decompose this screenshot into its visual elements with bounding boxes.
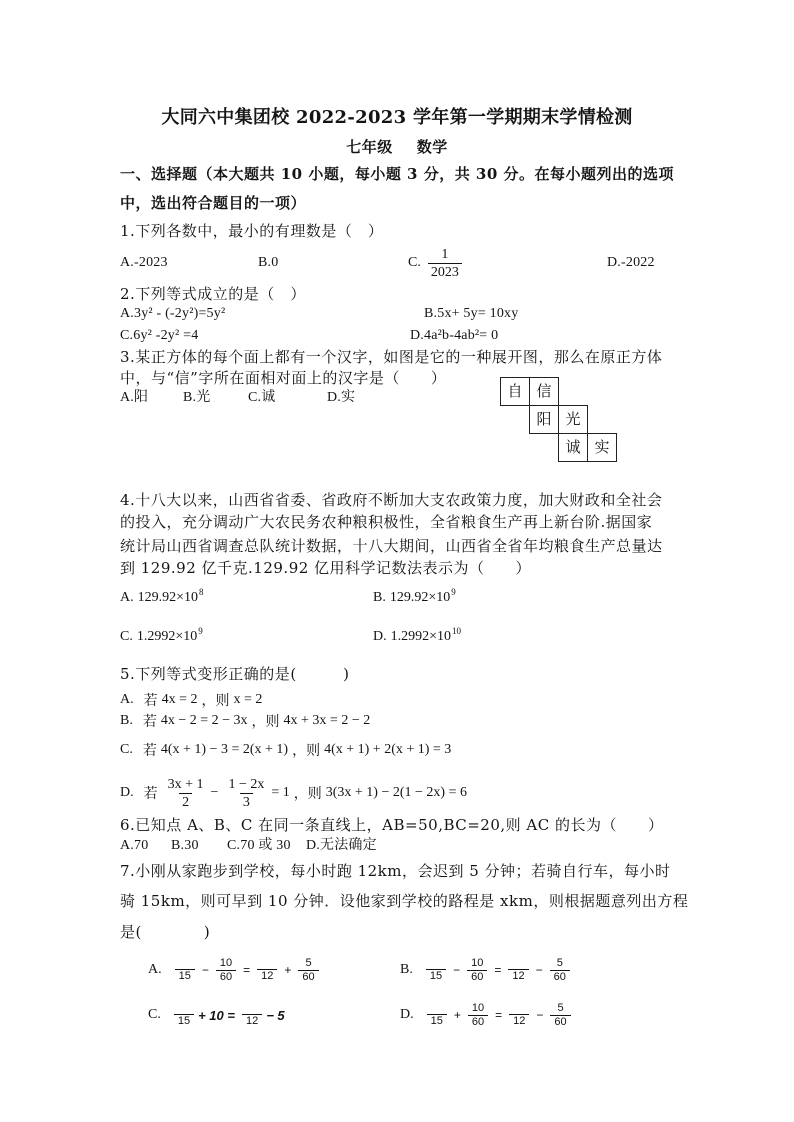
q7-option-a [148,952,323,988]
fraction [427,1002,447,1028]
cube-net-diagram [500,377,620,463]
operator: − [536,1008,544,1022]
fraction [174,1002,194,1028]
q2-option-b: B.5x+ 5y= 10xy [424,306,519,321]
if-word: 若 [142,744,157,759]
fraction [426,957,446,983]
power-exponent: 9 [198,626,203,636]
premise-equation: 4x − 2 = 2 − 3x [160,713,248,728]
premise-equation: 4x = 2 [161,692,198,707]
q4-stem-line4: 到 129.92 亿千克.129.92 亿用科学记数法表示为（ ） [120,559,532,577]
power-base: 1.2992×10 [136,629,198,644]
q7-stem-line1: 7.小刚从家跑步到学校，每小时跑 12km，会迟到 5 分钟；若骑自行车，每小时 [120,862,671,880]
q7-option-d [400,997,575,1033]
fraction-denominator: 12 [242,1014,262,1028]
exam-title: 大同六中集团校 2022-2023 学年第一学期期末学情检测 [161,107,633,128]
q1-option-a: A.-2023 [120,255,168,270]
fraction-denominator: 15 [426,969,446,983]
option-value [137,587,204,606]
option-value [389,587,456,606]
section-heading-line1: 一、选择题（本大题共 10 小题，每小题 3 分，共 30 分。在每小题列出的选项 [120,165,675,183]
option-label: D. [400,1007,414,1022]
power-base: 129.92×10 [389,590,451,605]
operator: − [453,963,461,977]
q7-option-c [148,997,289,1033]
option-value [390,626,462,645]
fraction [508,957,528,983]
fraction-numerator [181,957,189,969]
net-face-shi: 实 [587,433,617,462]
operator: − [201,963,209,977]
if-word: 若 [143,694,158,709]
then-word: ，则 [251,715,280,730]
fraction-numerator [433,1002,441,1014]
option-label: B. [373,590,386,605]
fraction-numerator: 5 [305,956,312,969]
result-equation: 3(3x + 1) − 2(1 − 2x) = 6 [325,785,467,800]
subject-label: 数学 [416,138,448,156]
option-label: C. [120,742,133,757]
option-label: C. [120,629,133,644]
middle-expression: + 10 = [198,1007,235,1023]
fraction [428,246,462,281]
fraction [225,776,267,811]
power-base: 1.2992×10 [390,629,452,644]
fraction-denominator: 60 [550,1015,570,1029]
minus-operator: − [210,785,219,800]
then-word: ，则 [293,787,322,802]
q4-option-d [373,627,465,647]
section-heading-line2: 中，选出符合题目的一项） [120,194,307,212]
equals-sign: = [494,963,502,977]
then-word: ，则 [292,744,321,759]
q3-option-a: A.阳 [120,390,149,405]
fraction-numerator [248,1002,256,1014]
fraction-numerator [432,957,440,969]
q6-option-d: D.无法确定 [306,838,377,853]
fraction-denominator: 12 [257,969,277,983]
exam-subtitle [0,137,794,157]
fraction-denominator: 60 [468,1015,488,1029]
fraction-numerator: 1 [441,246,449,262]
fraction [257,957,277,983]
fraction-denominator: 60 [550,970,570,984]
fraction-denominator: 12 [509,1014,529,1028]
q2-stem: 2.下列等式成立的是（ ） [120,285,306,303]
q4-stem-line3: 统计局山西省调查总队统计数据，十八大期间，山西省全省年均粮食生产总量达 [120,537,663,555]
fraction [468,1002,488,1029]
fraction-denominator: 60 [298,970,318,984]
q4-option-a [120,588,208,608]
q3-option-c: C.诚 [248,390,276,405]
if-word: 若 [143,787,158,802]
fraction [298,957,318,984]
q4-stem-line2: 的投入，充分调动广大农民务农种粮积极性，全省粮食生产再上新台阶.据国家 [120,513,653,531]
fraction [216,957,236,984]
equation-rhs: = 1 [271,785,290,800]
q5-option-c [120,740,455,760]
q2-option-c: C.6y² -2y² =4 [120,328,199,343]
result-equation: 4(x + 1) + 2(x + 1) = 3 [324,742,452,757]
power-exponent: 9 [451,587,456,597]
fraction-numerator [263,957,271,969]
fraction-denominator: 60 [467,970,487,984]
operator: + [453,1008,461,1022]
net-face-zi: 自 [500,377,530,406]
option-label: B. [400,962,413,977]
q3-option-b: B.光 [183,390,211,405]
fraction-denominator: 3 [240,793,253,811]
tail-expression: − 5 [266,1007,285,1023]
q1-option-d: D.-2022 [607,255,655,270]
fraction [175,957,195,983]
fraction-denominator: 2 [179,793,192,811]
fraction-denominator: 15 [175,969,195,983]
option-label: B. [120,713,133,728]
q6-option-b: B.30 [171,838,199,853]
then-word: ，则 [201,694,230,709]
q1-stem: 1.下列各数中，最小的有理数是（ ） [120,222,384,240]
option-label: A. [148,962,162,977]
q6-stem: 6.已知点 A、B、C 在同一条直线上，AB=50,BC=20,则 AC 的长为（ ） [120,816,664,834]
equals-sign: = [243,963,251,977]
fraction-denominator: 12 [508,969,528,983]
q1-option-b: B.0 [258,255,279,270]
q5-stem: 5.下列等式变形正确的是( ) [120,665,350,683]
option-label: A. [120,692,134,707]
power-exponent: 10 [452,626,462,636]
q6-option-a: A.70 [120,838,149,853]
fraction-numerator: 10 [471,1001,485,1014]
q1-option-c [408,244,466,282]
fraction [467,957,487,984]
option-label: A. [120,590,134,605]
fraction-numerator [180,1002,188,1014]
fraction [509,1002,529,1028]
q5-option-b [120,711,374,731]
fraction-numerator [515,957,523,969]
fraction [242,1002,262,1028]
q3-stem-line1: 3.某正方体的每个面上都有一个汉字，如图是它的一种展开图，那么在原正方体 [120,348,663,366]
option-label: C. [408,255,421,270]
net-face-yang: 阳 [529,405,559,434]
fraction [165,776,207,811]
net-face-xin: 信 [529,377,559,406]
option-label: D. [373,629,387,644]
q2-option-a: A.3y² - (-2y²)=5y² [120,306,226,321]
equals-sign: = [495,1008,503,1022]
if-word: 若 [142,715,157,730]
fraction-numerator: 10 [219,956,233,969]
q3-option-d: D.实 [327,390,356,405]
q6-option-c: C.70 或 30 [227,838,291,853]
fraction-numerator [515,1002,523,1014]
power-base: 129.92×10 [137,590,199,605]
fraction-denominator: 15 [174,1014,194,1028]
q7-stem-line2: 骑 15km，则可早到 10 分钟．设他家到学校的路程是 xkm，则根据题意列出方程 [120,892,689,910]
net-face-cheng: 诚 [558,433,588,462]
q4-option-c [120,627,207,647]
fraction-numerator: 5 [556,956,563,969]
fraction-numerator: 5 [557,1001,564,1014]
net-face-guang: 光 [558,405,588,434]
option-value [136,626,203,645]
grade-label: 七年级 [346,138,393,156]
q2-option-d: D.4a²b-4ab²= 0 [410,328,499,343]
operator: + [284,963,292,977]
fraction-numerator: 3x + 1 [167,776,204,792]
fraction [550,1002,570,1029]
q5-option-d [120,774,471,812]
result-equation: 4x + 3x = 2 − 2 [283,713,371,728]
operator: − [535,963,543,977]
q7-stem-line3: 是( ) [120,923,211,941]
q3-stem-line2: 中，与“信”字所在面相对面上的汉字是（ ） [120,369,447,387]
q4-option-b [373,588,460,608]
fraction-denominator: 2023 [428,263,462,281]
option-label: C. [148,1007,161,1022]
fraction-denominator: 60 [216,970,236,984]
power-exponent: 8 [199,587,204,597]
fraction-numerator: 1 − 2x [228,776,265,792]
q5-option-a [120,690,266,710]
q7-option-b [400,952,574,988]
option-label: D. [120,785,134,800]
q4-stem-line1: 4.十八大以来，山西省省委、省政府不断加大支农政策力度，加大财政和全社会 [120,491,663,509]
fraction-numerator: 10 [471,956,484,969]
fraction-denominator: 15 [427,1014,447,1028]
fraction [550,957,570,984]
result-equation: x = 2 [233,692,263,707]
premise-equation: 4(x + 1) − 3 = 2(x + 1) [160,742,289,757]
